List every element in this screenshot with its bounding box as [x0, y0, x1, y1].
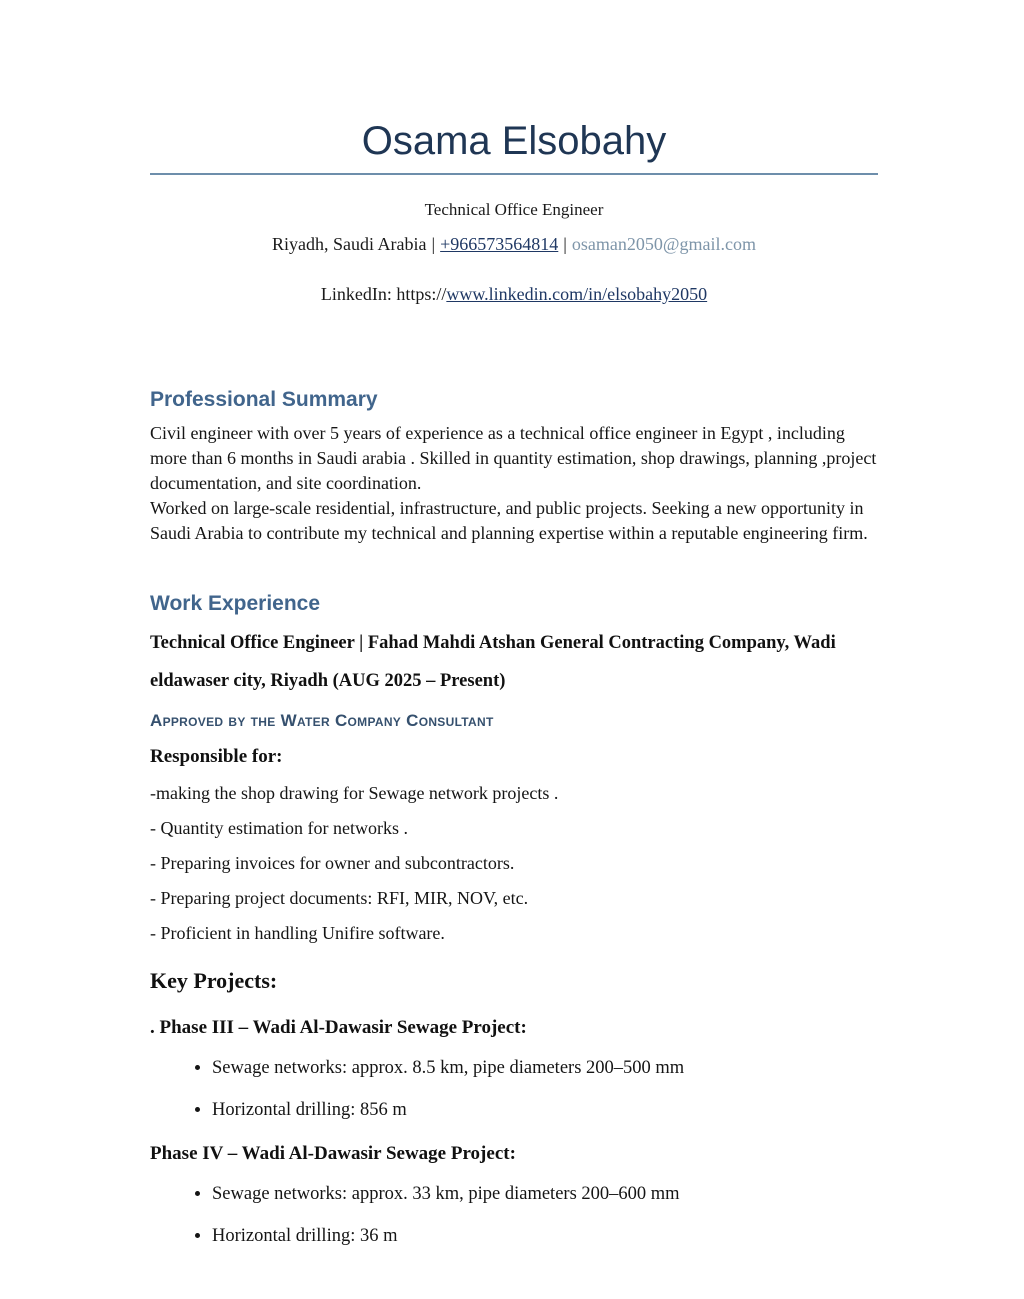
- key-projects-heading: Key Projects:: [150, 968, 278, 993]
- project-bullet: • Horizontal drilling: 856 m: [212, 1100, 878, 1120]
- section-heading-professional-summary: Professional Summary: [150, 388, 378, 411]
- summary-paragraph: [150, 421, 878, 546]
- summary-text-line2: Worked on large-scale residential, infrastructure, and public projects. Seeking a new opportunity in Saudi Arabia to contribute my technical and planning expertise within a reputable engineering firm.: [150, 498, 868, 543]
- work-role-line: Technical Office Engineer | Fahad Mahdi Atshan General Contracting Company, Wadi eldawaser city, Riyadh (AUG 2025 – Present): [150, 633, 836, 691]
- page-title: Osama Elsobahy: [150, 118, 878, 175]
- resume-content: [0, 118, 1024, 1246]
- contact-line: [150, 234, 878, 255]
- contact-separator-1: |: [431, 234, 436, 254]
- responsibility-item: -making the shop drawing for Sewage network projects .: [150, 783, 559, 803]
- linkedin-line: [150, 284, 878, 305]
- header: [150, 118, 878, 305]
- work-approved-line: Approved by the Water Company Consultant: [150, 711, 494, 730]
- responsibility-item: - Proficient in handling Unifire software.: [150, 923, 445, 943]
- project-bullets-phase-3: [150, 1058, 878, 1120]
- project-bullet: • Sewage networks: approx. 33 km, pipe diameters 200–600 mm: [212, 1184, 878, 1204]
- job-title: Technical Office Engineer: [424, 200, 604, 219]
- responsible-for-label: Responsible for:: [150, 746, 283, 767]
- responsibility-item: - Preparing project documents: RFI, MIR, NOV, etc.: [150, 888, 529, 908]
- linkedin-link[interactable]: www.linkedin.com/in/elsobahy2050: [446, 284, 708, 304]
- project-bullet: • Horizontal drilling: 36 m: [212, 1226, 878, 1246]
- contact-location: Riyadh, Saudi Arabia: [272, 234, 427, 254]
- summary-text-line1: Civil engineer with over 5 years of experience as a technical office engineer in Egypt , including more than 6 months in Saudi arabia . Skilled in quantity estimation, shop drawings, planning ,project documentation, and site coordination.: [150, 423, 877, 493]
- contact-separator-2: |: [563, 234, 567, 254]
- project-bullets-phase-4: [150, 1184, 878, 1246]
- responsibility-item: - Preparing invoices for owner and subcontractors.: [150, 853, 515, 873]
- phone-link[interactable]: +966573564814: [440, 234, 559, 254]
- email-text: osaman2050@gmail.com: [571, 234, 756, 254]
- project-title-phase-4: Phase IV – Wadi Al-Dawasir Sewage Project:: [150, 1143, 516, 1164]
- linkedin-prefix: LinkedIn: https://: [320, 284, 447, 304]
- section-heading-work-experience: Work Experience: [150, 592, 321, 615]
- project-bullet: • Sewage networks: approx. 8.5 km, pipe diameters 200–500 mm: [212, 1058, 878, 1078]
- project-title-phase-3: . Phase III – Wadi Al-Dawasir Sewage Project:: [150, 1017, 527, 1038]
- responsibility-item: - Quantity estimation for networks .: [150, 818, 408, 838]
